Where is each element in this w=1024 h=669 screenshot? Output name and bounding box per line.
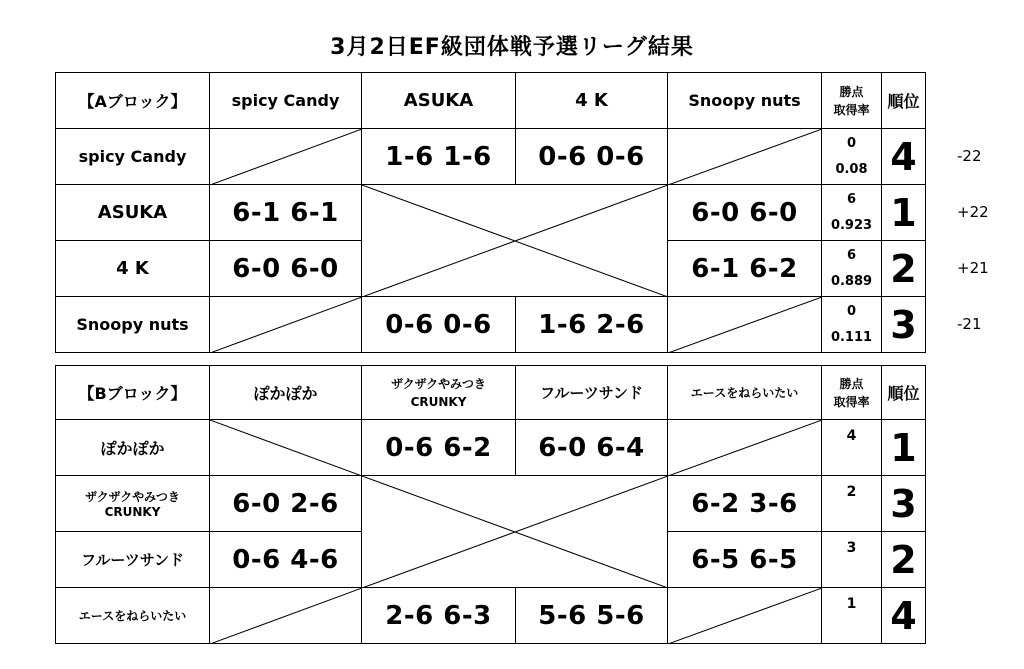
diagonal-line <box>668 297 822 353</box>
points-header <box>822 366 882 420</box>
points-cell <box>822 241 882 297</box>
points-value: 0 <box>846 135 857 151</box>
self-match-cell <box>210 420 362 476</box>
block-a-label: 【Aブロック】 <box>56 73 210 129</box>
column-header: フルーツサンド <box>516 366 668 420</box>
score-cell: 6-0 6-0 <box>210 241 362 297</box>
cross-lines <box>362 476 668 588</box>
score-cell: 0-6 0-6 <box>516 129 668 185</box>
points-value: 0 <box>846 303 857 319</box>
column-header: Snoopy nuts <box>668 73 822 129</box>
self-match-block <box>362 476 668 588</box>
rank-header: 順位 <box>882 73 926 129</box>
score-cell: 6-2 3-6 <box>668 476 822 532</box>
column-header-line1: ザクザクやみつき <box>391 376 486 391</box>
diagonal-line <box>210 129 362 185</box>
table-row <box>56 420 926 476</box>
team-name: 4 K <box>56 241 210 297</box>
diagonal-line <box>210 420 362 476</box>
points-header-line1: 勝点 <box>839 376 864 391</box>
team-name-line2: CRUNKY <box>104 505 161 519</box>
table-row <box>56 297 926 353</box>
rank-cell: 3 <box>882 297 926 353</box>
self-match-cell <box>668 297 822 353</box>
points-value: 6 <box>846 247 857 263</box>
points-header <box>822 73 882 129</box>
points-header-line2: 取得率 <box>833 394 870 409</box>
score-cell: 0-6 4-6 <box>210 532 362 588</box>
team-name: Snoopy nuts <box>56 297 210 353</box>
rank-header: 順位 <box>882 366 926 420</box>
diagonal-line <box>668 129 822 185</box>
column-header: spicy Candy <box>210 73 362 129</box>
rate-value: 0.08 <box>835 161 868 177</box>
self-match-cell <box>668 129 822 185</box>
self-match-cell <box>668 420 822 476</box>
column-header <box>362 366 516 420</box>
self-match-block <box>362 185 668 297</box>
points-cell: 3 <box>822 532 882 588</box>
points-cell: 2 <box>822 476 882 532</box>
score-difference: +22 <box>957 203 989 221</box>
points-header-line1: 勝点 <box>839 84 864 99</box>
table-row <box>56 129 926 185</box>
team-name: ASUKA <box>56 185 210 241</box>
team-name-line1: ザクザクやみつき <box>85 490 180 504</box>
score-cell: 5-6 5-6 <box>516 588 668 644</box>
rank-cell: 2 <box>882 241 926 297</box>
score-difference: +21 <box>957 259 989 277</box>
block-b-table <box>55 365 926 644</box>
score-cell: 6-5 6-5 <box>668 532 822 588</box>
score-cell: 6-1 6-2 <box>668 241 822 297</box>
team-name <box>56 476 210 532</box>
diagonal-line <box>668 588 822 644</box>
table-row <box>56 476 926 532</box>
diagonal-line <box>210 297 362 353</box>
self-match-cell <box>668 588 822 644</box>
self-match-cell <box>210 588 362 644</box>
score-cell: 6-0 2-6 <box>210 476 362 532</box>
team-name: フルーツサンド <box>56 532 210 588</box>
score-cell: 2-6 6-3 <box>362 588 516 644</box>
rate-value: 0.111 <box>830 329 873 345</box>
rank-cell: 4 <box>882 129 926 185</box>
page-title: 3月2日EF級団体戦予選リーグ結果 <box>330 35 694 60</box>
cross-lines <box>362 185 668 297</box>
points-cell <box>822 297 882 353</box>
column-header: エースをねらいたい <box>668 366 822 420</box>
points-cell <box>822 185 882 241</box>
points-cell <box>822 129 882 185</box>
block-b-label: 【Bブロック】 <box>56 366 210 420</box>
score-cell: 6-0 6-4 <box>516 420 668 476</box>
rank-cell: 2 <box>882 532 926 588</box>
self-match-cell <box>210 129 362 185</box>
score-difference: -22 <box>957 147 982 165</box>
column-header-line2: CRUNKY <box>410 394 467 409</box>
rate-value: 0.923 <box>830 217 873 233</box>
block-b-header-row <box>56 366 926 420</box>
points-cell: 4 <box>822 420 882 476</box>
score-cell: 6-1 6-1 <box>210 185 362 241</box>
score-cell: 1-6 2-6 <box>516 297 668 353</box>
table-row <box>56 588 926 644</box>
rank-cell: 1 <box>882 185 926 241</box>
rank-cell: 4 <box>882 588 926 644</box>
block-a-table <box>55 72 926 353</box>
score-cell: 1-6 1-6 <box>362 129 516 185</box>
table-row <box>56 185 926 241</box>
block-a-header-row <box>56 73 926 129</box>
diagonal-line <box>210 588 362 644</box>
rank-cell: 1 <box>882 420 926 476</box>
team-name: spicy Candy <box>56 129 210 185</box>
score-difference: -21 <box>957 315 982 333</box>
score-cell: 6-0 6-0 <box>668 185 822 241</box>
rate-value: 0.889 <box>830 273 873 289</box>
column-header: ASUKA <box>362 73 516 129</box>
points-cell: 1 <box>822 588 882 644</box>
points-value: 6 <box>846 191 857 207</box>
score-cell: 0-6 6-2 <box>362 420 516 476</box>
score-cell: 0-6 0-6 <box>362 297 516 353</box>
column-header: 4 K <box>516 73 668 129</box>
diagonal-line <box>668 420 822 476</box>
team-name: エースをねらいたい <box>56 588 210 644</box>
rank-cell: 3 <box>882 476 926 532</box>
points-header-line2: 取得率 <box>833 102 870 117</box>
self-match-cell <box>210 297 362 353</box>
column-header: ぽかぽか <box>210 366 362 420</box>
team-name: ぽかぽか <box>56 420 210 476</box>
